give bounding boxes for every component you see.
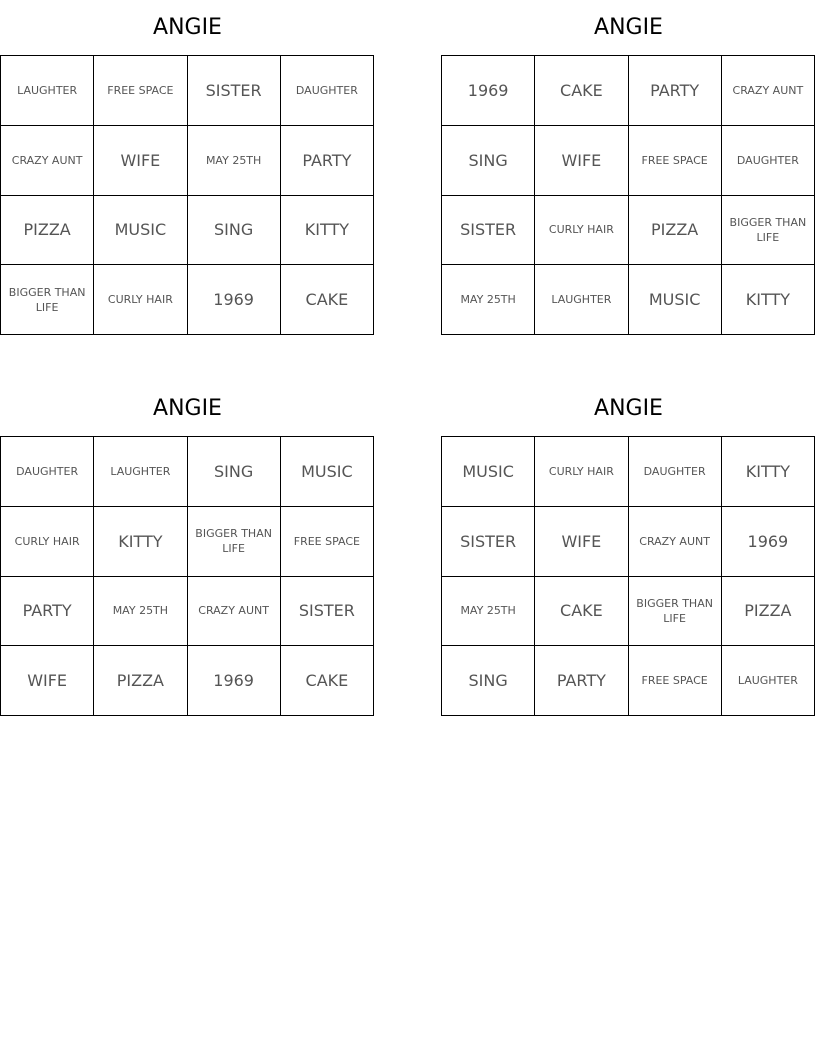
- bingo-cell: PARTY: [535, 646, 628, 716]
- bingo-cell: FREE SPACE: [629, 126, 722, 196]
- bingo-cell: KITTY: [722, 265, 815, 335]
- bingo-cell: CRAZY AUNT: [1, 126, 94, 196]
- bingo-cell: BIGGER THAN LIFE: [188, 507, 281, 577]
- bingo-cell: MUSIC: [94, 196, 187, 266]
- bingo-cell: FREE SPACE: [281, 507, 374, 577]
- bingo-cell: PIZZA: [94, 646, 187, 716]
- bingo-cell: BIGGER THAN LIFE: [722, 196, 815, 266]
- bingo-cell: SING: [442, 646, 535, 716]
- bingo-cell: WIFE: [1, 646, 94, 716]
- bingo-cell: WIFE: [94, 126, 187, 196]
- bingo-cell: LAUGHTER: [1, 56, 94, 126]
- bingo-cell: KITTY: [722, 437, 815, 507]
- bingo-cell: FREE SPACE: [629, 646, 722, 716]
- bingo-cell: CURLY HAIR: [1, 507, 94, 577]
- bingo-cell: SISTER: [281, 577, 374, 647]
- bingo-grid: [0, 436, 374, 716]
- bingo-grid: [441, 436, 815, 716]
- bingo-cell: DAUGHTER: [281, 56, 374, 126]
- bingo-cell: DAUGHTER: [722, 126, 815, 196]
- bingo-cell: WIFE: [535, 126, 628, 196]
- bingo-cell: 1969: [722, 507, 815, 577]
- bingo-cell: CRAZY AUNT: [722, 56, 815, 126]
- bingo-cell: SING: [188, 437, 281, 507]
- bingo-cell: WIFE: [535, 507, 628, 577]
- bingo-cell: MUSIC: [442, 437, 535, 507]
- bingo-cell: PARTY: [629, 56, 722, 126]
- bingo-cell: CAKE: [535, 577, 628, 647]
- bingo-cell: CURLY HAIR: [94, 265, 187, 335]
- bingo-cell: MAY 25TH: [442, 265, 535, 335]
- bingo-cell: MAY 25TH: [442, 577, 535, 647]
- bingo-cell: CRAZY AUNT: [629, 507, 722, 577]
- card-title: ANGIE: [153, 396, 222, 421]
- bingo-cell: PIZZA: [722, 577, 815, 647]
- bingo-cell: CRAZY AUNT: [188, 577, 281, 647]
- bingo-cell: KITTY: [281, 196, 374, 266]
- bingo-grid: [441, 55, 815, 335]
- bingo-cell: 1969: [188, 265, 281, 335]
- bingo-cell: SING: [442, 126, 535, 196]
- bingo-cell: CAKE: [535, 56, 628, 126]
- bingo-cell: FREE SPACE: [94, 56, 187, 126]
- bingo-cell: MAY 25TH: [188, 126, 281, 196]
- bingo-grid: [0, 55, 374, 335]
- bingo-cell: 1969: [188, 646, 281, 716]
- bingo-cell: SING: [188, 196, 281, 266]
- bingo-cell: PIZZA: [1, 196, 94, 266]
- bingo-cell: SISTER: [442, 507, 535, 577]
- bingo-cell: PIZZA: [629, 196, 722, 266]
- bingo-cell: BIGGER THAN LIFE: [1, 265, 94, 335]
- bingo-cell: SISTER: [442, 196, 535, 266]
- bingo-cell: KITTY: [94, 507, 187, 577]
- bingo-cell: SISTER: [188, 56, 281, 126]
- card-title: ANGIE: [594, 15, 663, 40]
- bingo-cell: 1969: [442, 56, 535, 126]
- bingo-cell: MUSIC: [281, 437, 374, 507]
- bingo-cell: LAUGHTER: [722, 646, 815, 716]
- bingo-cell: BIGGER THAN LIFE: [629, 577, 722, 647]
- bingo-cell: CURLY HAIR: [535, 196, 628, 266]
- bingo-cell: LAUGHTER: [94, 437, 187, 507]
- bingo-cell: MUSIC: [629, 265, 722, 335]
- bingo-cell: PARTY: [1, 577, 94, 647]
- bingo-cell: CURLY HAIR: [535, 437, 628, 507]
- bingo-cell: CAKE: [281, 646, 374, 716]
- bingo-cell: MAY 25TH: [94, 577, 187, 647]
- card-title: ANGIE: [594, 396, 663, 421]
- bingo-cell: LAUGHTER: [535, 265, 628, 335]
- bingo-cell: DAUGHTER: [1, 437, 94, 507]
- bingo-cell: DAUGHTER: [629, 437, 722, 507]
- bingo-cell: CAKE: [281, 265, 374, 335]
- card-title: ANGIE: [153, 15, 222, 40]
- bingo-cell: PARTY: [281, 126, 374, 196]
